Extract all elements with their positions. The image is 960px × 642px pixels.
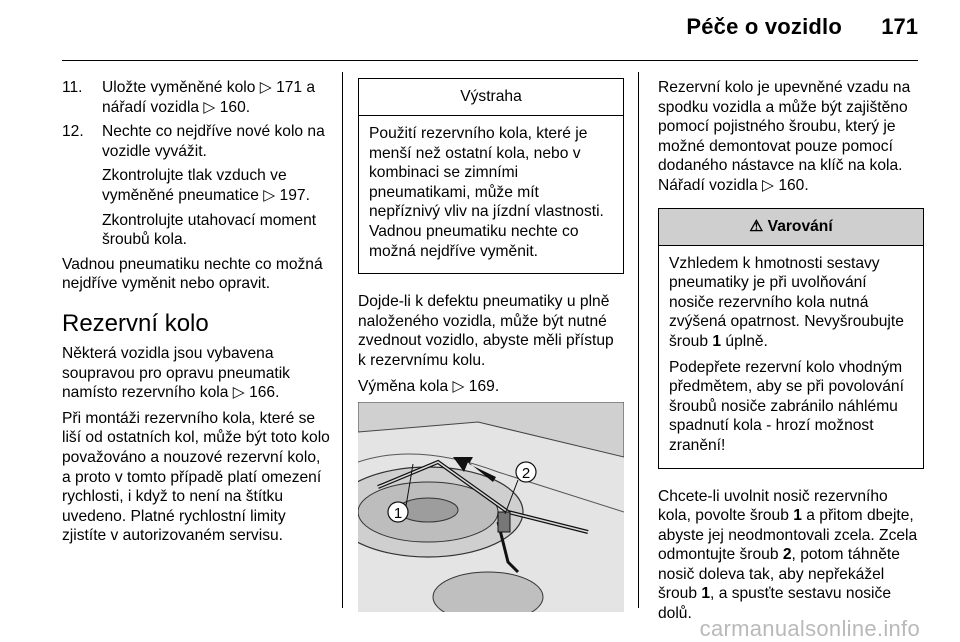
callout-1: 1 xyxy=(393,505,403,523)
page-title: Péče o vozidlo xyxy=(686,14,842,39)
caution-box-header xyxy=(659,209,923,246)
section-heading: Rezervní kolo xyxy=(62,309,209,337)
callout-2: 2 xyxy=(521,465,531,483)
warning-triangle-icon: ⚠ xyxy=(749,217,764,235)
column-1 xyxy=(62,78,330,552)
warning-box-title: Výstraha xyxy=(359,79,623,116)
caution-box xyxy=(658,208,924,469)
column-2 xyxy=(358,78,624,612)
column-3 xyxy=(658,78,924,630)
watermark: carmanualsonline.info xyxy=(699,616,920,641)
list-item-number: 12. xyxy=(62,123,84,141)
paragraph: Některá vozidla jsou vybavena soupravou pro opravu pneumatik namísto rezervního kola ▷ 166. xyxy=(62,344,290,402)
column-divider xyxy=(638,72,639,608)
paragraph: Rezervní kolo je upevněné vzadu na spodku vozidla a může být zajištěno pomocí pojistného šroubu, který je možné demontovat pouze pomocí dodaného nástavce na klíč na kola. Nářadí vozidla ▷ 160. xyxy=(658,79,911,194)
list-item xyxy=(62,122,330,250)
paragraph: Dojde-li k defektu pneumatiky u plně naloženého vozidla, může být nutné zvednout vozidlo, abyste měli přístup k rezervnímu kolu. xyxy=(358,293,614,369)
page-number: 171 xyxy=(881,14,918,39)
list-item-text: Uložte vyměněné kolo ▷ 171 a nářadí vozidla ▷ 160. xyxy=(102,79,316,116)
list-item-subtext: Zkontrolujte utahovací moment šroubů kola. xyxy=(102,211,317,249)
paragraph: Chcete-li uvolnit nosič rezervního kola, povolte šroub 1 a přitom dbejte, abyste jej neodmontovali zcela. Zcela odmontujte šroub 2, potom táhněte nosič doleva tak, aby nepřekážel šroub 1, a spusťte sestavu nosiče dolů. xyxy=(658,487,918,623)
column-divider xyxy=(342,72,343,608)
spare-wheel-drawing xyxy=(358,402,624,612)
list-item-number: 11. xyxy=(62,79,83,96)
list-item-text: Nechte co nejdříve nové kolo na vozidle vyvážit. xyxy=(102,123,325,160)
paragraph: Při montáži rezervního kola, které se liší od ostatních kol, může být toto kolo považováno a nouzové rezervní kolo, a proto v tomto případě platí omezení rychlosti, i když to není na štítku uvedeno. Platné rychlostní limity zjistíte v autorizovaném servisu. xyxy=(62,409,330,545)
header-rule xyxy=(62,60,918,61)
paragraph: Vadnou pneumatiku nechte co možná nejdříve vyměnit nebo opravit. xyxy=(62,255,323,293)
warning-box-text: Použití rezervního kola, které je menší než ostatní kola, nebo v kombinaci se zimními pneumatikami, může mít nepříznivý vliv na jízdní vlastnosti. Vadnou pneumatiku nechte co možná nejdříve vyměnit. xyxy=(369,125,604,260)
paragraph: Výměna kola ▷ 169. xyxy=(358,377,500,395)
warning-box xyxy=(358,78,624,274)
caution-box-title: Varování xyxy=(767,217,833,235)
list-item-subtext: Zkontrolujte tlak vzduch ve vyměněné pneumatice ▷ 197. xyxy=(102,167,310,204)
caution-box-text: Podepřete rezervní kolo vhodným předmětem, aby se při povolování šroubů nosiče zabránilo náhlému spadnutí kola - hrozí možnost zranění! xyxy=(669,358,904,454)
page-header xyxy=(0,0,960,62)
list-item xyxy=(62,78,330,117)
spare-wheel-illustration xyxy=(358,402,624,612)
caution-box-text: Vzhledem k hmotnosti sestavy pneumatiky je při uvolňování nosiče rezervního kola nutná zvýšená opatrnost. Nevyšroubujte šroub 1 úplně. xyxy=(669,254,904,350)
